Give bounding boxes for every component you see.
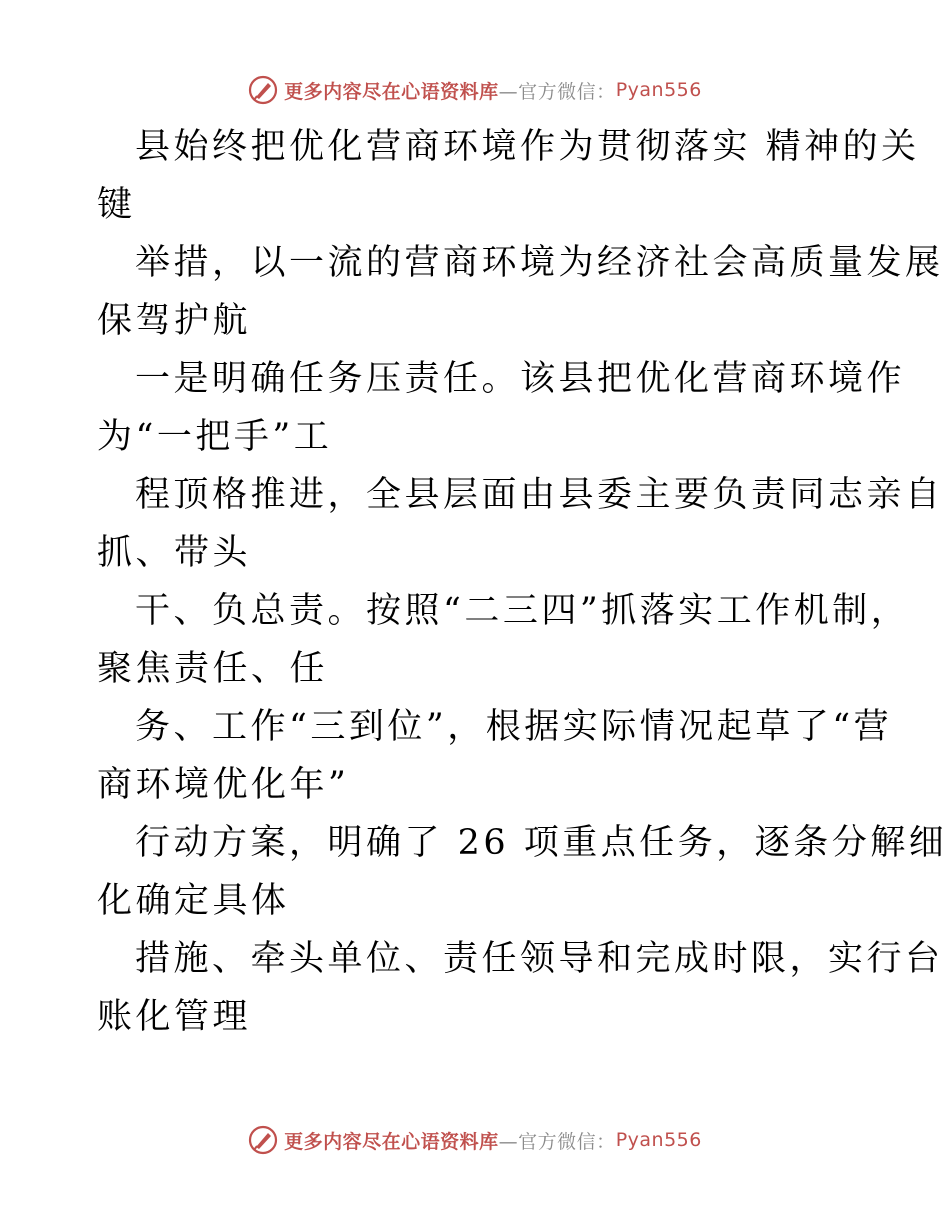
body-text-line: 聚焦责任、任 (97, 649, 329, 689)
body-text-line: 抓、带头 (97, 533, 252, 573)
body-text-line: 一是明确任务压责任。该县把优化营商环境作 (135, 359, 906, 399)
body-text-line: 为“一把手”工 (97, 417, 333, 457)
watermark-main-text: 更多内容尽在心语资料库 (284, 80, 499, 103)
watermark-sub-text: —官方微信： (498, 1130, 616, 1153)
body-text-line: 键 (97, 185, 136, 225)
body-text-line: 程顶格推进，全县层面由县委主要负责同志亲自 (135, 475, 944, 515)
header-watermark (0, 70, 950, 110)
body-text-line: 举措，以一流的营商环境为经济社会高质量发展 (135, 243, 944, 283)
watermark-wechat-id: Pyan556 (615, 1129, 702, 1151)
document-body (97, 118, 948, 1046)
footer-watermark (0, 1120, 950, 1160)
body-text-line: 县始终把优化营商环境作为贯彻落实 精神的关 (135, 127, 920, 167)
body-text-line: 保驾护航 (97, 301, 252, 341)
body-text-line: 行动方案，明确了 26 项重点任务，逐条分解细 (135, 823, 948, 863)
body-text-line: 措施、牵头单位、责任领导和完成时限，实行台 (135, 939, 944, 979)
watermark-main-text: 更多内容尽在心语资料库 (284, 1130, 499, 1153)
watermark-sub-text: —官方微信： (498, 80, 616, 103)
body-text-line: 务、工作“三到位”，根据实际情况起草了“营 (135, 707, 893, 747)
quill-logo-icon (248, 75, 278, 105)
quill-logo-icon (248, 1125, 278, 1155)
body-text-line: 化确定具体 (97, 881, 290, 921)
body-text-line: 账化管理 (97, 997, 252, 1037)
body-text-line: 商环境优化年” (97, 765, 350, 805)
body-text-line: 干、负总责。按照“二三四”抓落实工作机制， (135, 591, 910, 631)
watermark-wechat-id: Pyan556 (615, 79, 702, 101)
